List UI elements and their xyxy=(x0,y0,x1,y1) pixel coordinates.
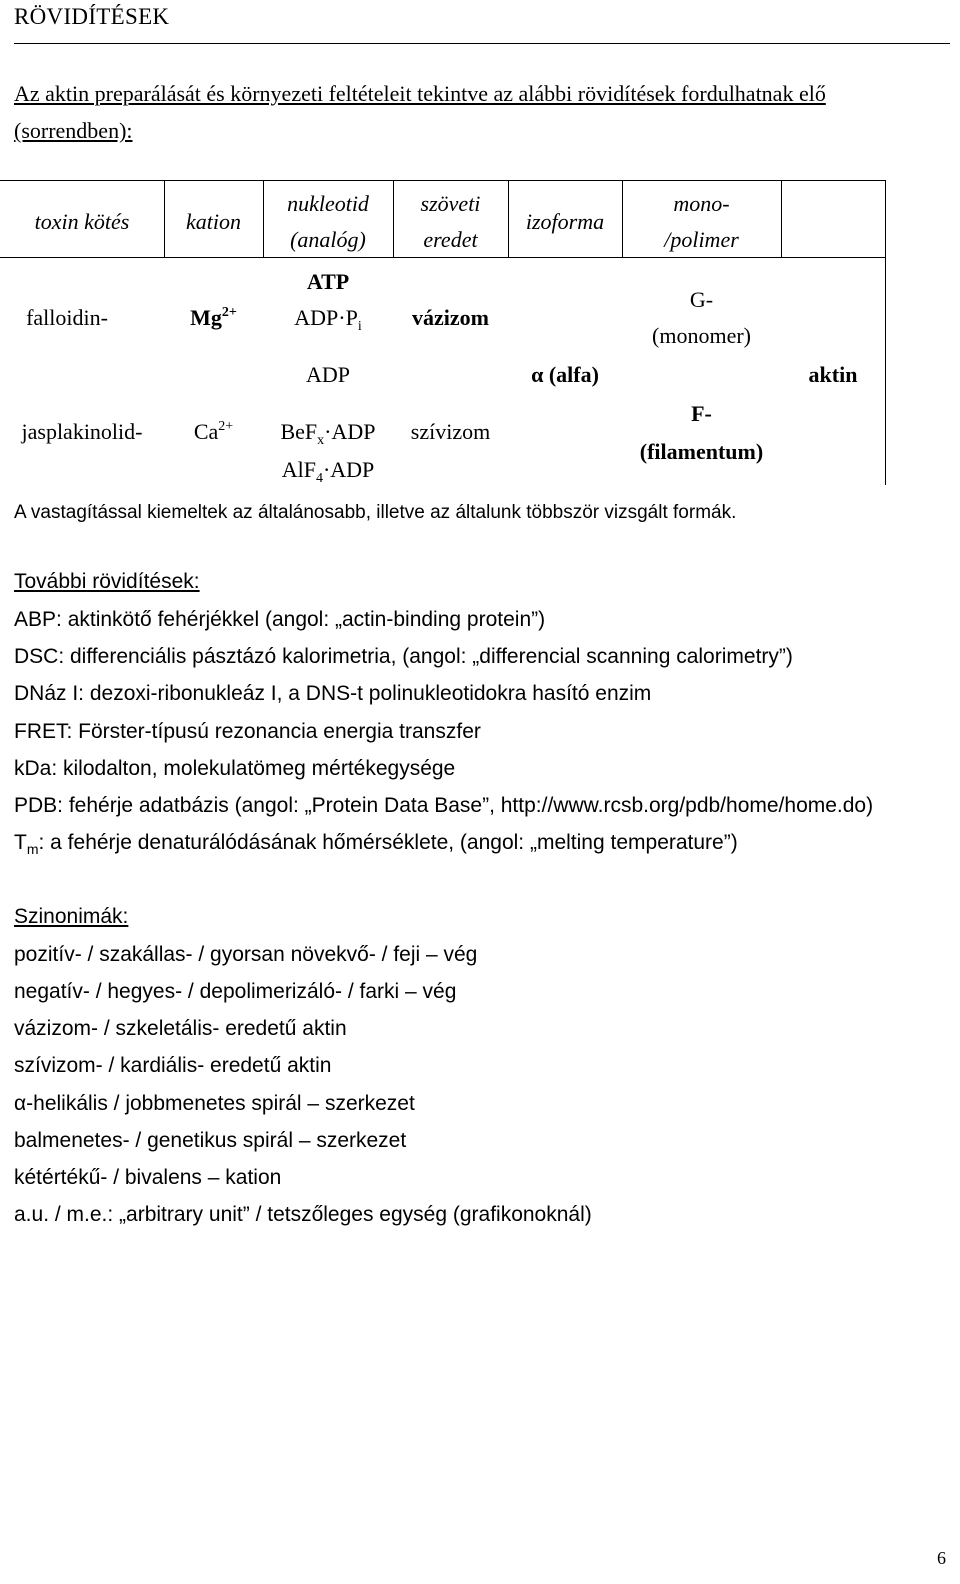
page-number: 6 xyxy=(937,1548,946,1568)
cell-alpha: α (alfa) xyxy=(531,362,599,387)
header-mono-sub: /polimer xyxy=(664,227,739,252)
intro-line-2: (sorrendben): xyxy=(14,118,133,143)
list-item: FRET: Förster-típusú rezonancia energia transzfer xyxy=(14,720,481,743)
synonyms-heading: Szinonimák: xyxy=(14,905,129,928)
header-toxin: toxin kötés xyxy=(34,209,130,234)
adp-pi-sub: i xyxy=(357,319,362,334)
list-item: balmenetes- / genetikus spirál – szerkezet xyxy=(14,1129,407,1152)
cell-f-filamentum-sub: (filamentum) xyxy=(639,439,764,464)
cell-mg xyxy=(164,300,263,336)
header-nukleotid-sub: (analóg) xyxy=(290,227,366,252)
list-item: pozitív- / szakállas- / gyorsan növekvő- / feji – vég xyxy=(14,943,478,966)
cell-f-filamentum: F- xyxy=(691,401,712,426)
further-abbreviations-heading: További rövidítések: xyxy=(14,570,200,593)
tm-symbol: T xyxy=(14,831,27,854)
page-title: RÖVIDÍTÉSEK xyxy=(14,4,170,29)
mg-charge: 2+ xyxy=(221,305,237,320)
cell-ca xyxy=(164,414,263,450)
alf4-sub: 4 xyxy=(315,471,323,486)
header-mono: mono- xyxy=(673,191,730,216)
table-col-divider xyxy=(781,180,782,257)
table-top-border xyxy=(0,180,886,181)
cell-alf4-adp xyxy=(263,452,393,488)
list-item: α-helikális / jobbmenetes spirál – szerkezet xyxy=(14,1092,415,1115)
cell-vazizom: vázizom xyxy=(412,305,489,330)
intro-line-1: Az aktin preparálását és környezeti feltételeit tekintve az alábbi rövidítések fordulhatnak elő xyxy=(14,81,826,106)
list-item: DNáz I: dezoxi-ribonukleáz I, a DNS-t polinukleotidokra hasító enzim xyxy=(14,682,652,705)
list-item-tm xyxy=(14,831,738,855)
cell-g-monomer: G- xyxy=(689,287,714,312)
befx-adp: ·ADP xyxy=(324,419,376,444)
cell-befx-adp xyxy=(263,414,393,450)
header-izoforma: izoforma xyxy=(525,209,605,234)
header-nukleotid: nukleotid xyxy=(287,191,369,216)
tm-sub: m xyxy=(26,841,39,857)
list-item: a.u. / m.e.: „arbitrary unit” / tetszőleges egység (grafikonoknál) xyxy=(14,1203,592,1226)
adp-pi-text: ADP·P xyxy=(294,305,358,330)
header-szoveti: szöveti xyxy=(420,191,481,216)
list-item: ABP: aktinkötő fehérjékkel (angol: „actin-binding protein”) xyxy=(14,608,546,631)
alf4-text: AlF xyxy=(281,457,316,482)
list-item: kétértékű- / bivalens – kation xyxy=(14,1166,282,1189)
cell-adp: ADP xyxy=(305,362,350,387)
cell-atp: ATP xyxy=(306,269,350,294)
header-szoveti-sub: eredet xyxy=(423,227,478,252)
list-item: vázizom- / szkeletális- eredetű aktin xyxy=(14,1017,347,1040)
header-kation: kation xyxy=(186,209,241,234)
befx-text: BeF xyxy=(280,419,318,444)
cell-g-monomer-sub: (monomer) xyxy=(652,323,751,348)
ca-symbol: Ca xyxy=(193,419,219,444)
list-item: DSC: differenciális pásztázó kalorimetria, (angol: „differencial scanning calorimetry”) xyxy=(14,645,793,668)
cell-adp-pi xyxy=(263,300,393,336)
befx-sub: x xyxy=(317,433,325,448)
alf4-adp: ·ADP xyxy=(322,457,375,482)
cell-falloidin: falloidin- xyxy=(26,305,108,330)
list-item: kDa: kilodalton, molekulatömeg mértékegysége xyxy=(14,757,456,780)
cell-szivizom: szívizom xyxy=(410,419,491,444)
mg-symbol: Mg xyxy=(190,305,222,330)
list-item: szívizom- / kardiális- eredetű aktin xyxy=(14,1054,332,1077)
cell-aktin: aktin xyxy=(808,362,858,387)
list-item: negatív- / hegyes- / depolimerizáló- / farki – vég xyxy=(14,980,457,1003)
tm-definition: : a fehérje denaturálódásának hőmérséklete, (angol: „melting temperature”) xyxy=(38,831,738,854)
table-right-border xyxy=(885,180,886,485)
list-item: PDB: fehérje adatbázis (angol: „Protein Data Base”, http://www.rcsb.org/pdb/home/home.do) xyxy=(14,794,874,817)
ca-charge: 2+ xyxy=(218,419,234,434)
table-note: A vastagítással kiemeltek az általánosabb, illetve az általunk többször vizsgált formák. xyxy=(14,502,737,523)
cell-jasplakinolid: jasplakinolid- xyxy=(21,419,143,444)
title-rule xyxy=(14,43,950,44)
